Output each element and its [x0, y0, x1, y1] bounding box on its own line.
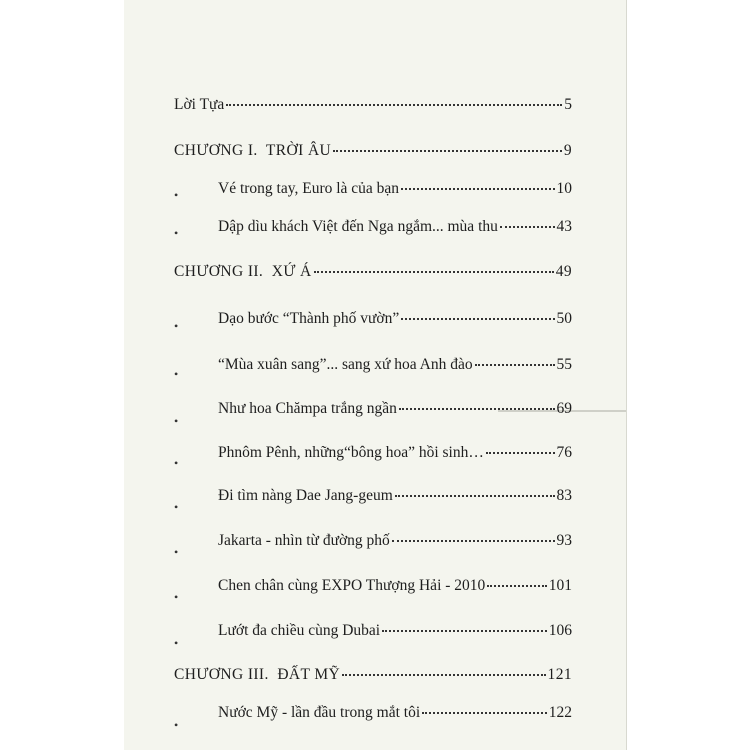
toc-chapter-2	[174, 263, 572, 287]
dot-leader	[475, 364, 555, 366]
toc-title: Vé trong tay, Euro là của bạn	[218, 180, 400, 197]
toc-title: Đi tìm nàng Dae Jang-geum	[218, 487, 393, 504]
toc-page-number: 49	[555, 263, 572, 280]
dot-leader	[382, 630, 547, 632]
toc-page-number: 76	[556, 444, 572, 461]
toc-title: CHƯƠNG II. XỨ Á	[174, 263, 312, 280]
dot-leader	[487, 585, 546, 587]
toc-title: “Mùa xuân sang”... sang xứ hoa Anh đào	[218, 356, 473, 373]
toc-entry	[218, 487, 572, 511]
dot-leader	[392, 540, 555, 542]
dot-leader	[314, 271, 554, 273]
bullet-icon: •	[174, 456, 179, 470]
toc-title: CHƯƠNG I. TRỜI ÂU	[174, 142, 332, 159]
toc-page-number: 5	[564, 96, 572, 113]
toc-page-number: 55	[556, 356, 572, 373]
dot-leader	[399, 408, 555, 410]
bullet-icon: •	[174, 545, 179, 559]
dot-leader	[333, 150, 562, 152]
toc-chapter-1	[174, 142, 572, 166]
toc-page-number: 9	[563, 142, 572, 159]
bullet-icon: •	[174, 500, 179, 514]
toc-title: Như hoa Chămpa trắng ngần	[218, 400, 397, 417]
dot-leader	[486, 452, 555, 454]
toc-entry	[218, 356, 572, 380]
toc-title: Nước Mỹ - lần đầu trong mắt tôi	[218, 704, 421, 721]
toc-entry	[218, 400, 572, 424]
toc-page-number: 122	[548, 704, 572, 721]
toc-title: Dạo bước “Thành phố vườn”	[218, 310, 400, 327]
toc-title: Chen chân cùng EXPO Thượng Hải - 2010	[218, 577, 486, 594]
bullet-icon: •	[174, 367, 179, 381]
toc-page-number: 101	[548, 577, 572, 594]
dot-leader	[342, 674, 545, 676]
dot-leader	[401, 318, 554, 320]
toc-page-number: 106	[548, 622, 572, 639]
toc-title: Phnôm Pênh, những“bông hoa” hồi sinh…	[218, 444, 484, 461]
toc-entry	[218, 218, 572, 242]
toc-intro	[174, 96, 572, 120]
dot-leader	[395, 495, 555, 497]
toc-entry	[218, 622, 572, 646]
toc-title: Lời Tựa	[174, 96, 225, 113]
toc-title: Lướt đa chiều cùng Dubai	[218, 622, 381, 639]
dot-leader	[500, 226, 555, 228]
toc-entry	[218, 310, 572, 334]
toc-page-number: 83	[556, 487, 572, 504]
toc-chapter-3	[174, 666, 572, 690]
bullet-icon: •	[174, 188, 179, 202]
bullet-icon: •	[174, 590, 179, 604]
toc-page-number: 121	[547, 666, 572, 683]
toc-page-number: 43	[556, 218, 572, 235]
toc-title: Dập dìu khách Việt đến Nga ngắm... mùa thu	[218, 218, 498, 235]
bullet-icon: •	[174, 718, 179, 732]
toc-title: Jakarta - nhìn từ đường phố	[218, 532, 390, 549]
toc-entry	[218, 532, 572, 556]
toc-entry	[218, 577, 572, 601]
dot-leader	[422, 712, 547, 714]
toc-page-number: 93	[556, 532, 572, 549]
toc-entry	[218, 444, 572, 468]
bullet-icon: •	[174, 636, 179, 650]
toc-title: CHƯƠNG III. ĐẤT MỸ	[174, 666, 341, 683]
bullet-icon: •	[174, 226, 179, 240]
toc-page-number: 69	[556, 400, 572, 417]
dot-leader	[226, 104, 562, 106]
toc-page-number: 50	[556, 310, 572, 327]
toc-page-number: 10	[556, 180, 572, 197]
dot-leader	[401, 188, 554, 190]
bullet-icon: •	[174, 319, 179, 333]
bullet-icon: •	[174, 414, 179, 428]
toc-entry	[218, 704, 572, 728]
toc-entry	[218, 180, 572, 204]
